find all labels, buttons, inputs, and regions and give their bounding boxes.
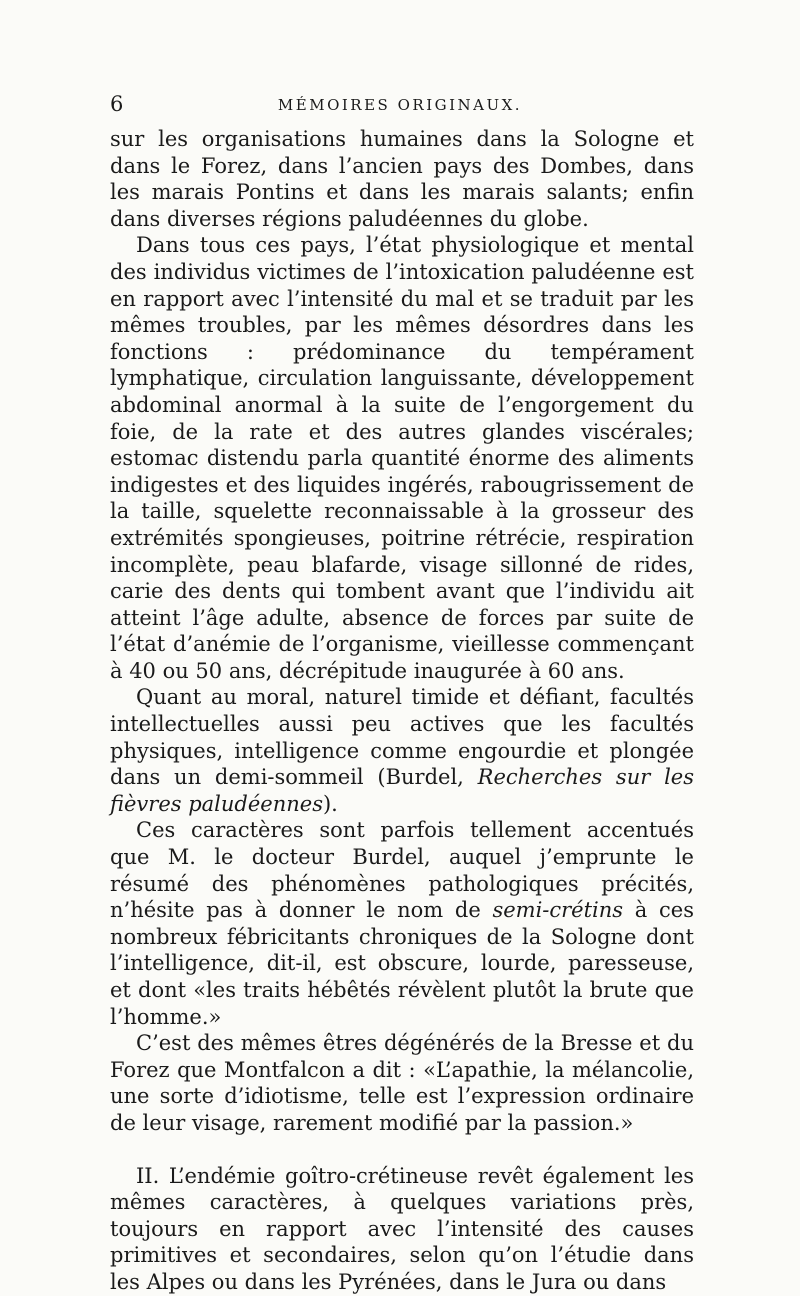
page-header (110, 92, 690, 122)
paragraph-4-part-b: à ces nombreux fébricitants chroniques de la Sologne dont l’intelligence, dit-il, est obscure, lourde, paresseuse, et dont «les traits hébêtés révèlent plutôt la brute que l’homme.» (110, 898, 694, 1029)
body-text (110, 126, 694, 1296)
citation-title: Recherches sur les fièvres paludéennes (110, 765, 694, 816)
running-title: MÉMOIRES ORIGINAUX. (277, 96, 523, 114)
section-gap (110, 1137, 694, 1163)
paragraph-6: II. L’endémie goîtro-crétineuse revêt également les mêmes caractères, à quelques variations près, toujours en rapport avec l’intensité des causes primitives et secondaires, selon qu’on l’étudie dans les Alpes ou dans les Pyrénées, dans le Jura ou dans (110, 1163, 694, 1294)
paragraph-5: C’est des mêmes êtres dégénérés de la Bresse et du Forez que Montfalcon a dit : «L’apathie, la mélancolie, une sorte d’idiotisme, telle est l’expression ordinaire de leur visage, rarement modifié par la passion.» (110, 1031, 694, 1135)
page-number: 6 (110, 92, 125, 116)
paragraph-3-end: ). (322, 791, 338, 816)
paragraph-3-text: Quant au moral, naturel timide et défiant, facultés intellectuelles aussi peu actives que les facultés physiques, intelligence comme engourdie et plongée dans un demi-sommeil (Burdel, (110, 685, 694, 790)
paragraph-2: Dans tous ces pays, l’état physiologique et mental des individus victimes de l’intoxication paludéenne est en rapport avec l’intensité du mal et se traduit par les mêmes troubles, par les mêmes désordres dans les fonctions : prédominance du tempérament lymphatique, circulation languissante, développement abdominal anormal à la suite de l’engorgement du foie, de la rate et des autres glandes viscérales; estomac distendu parla quantité énorme des aliments indigestes et des liquides ingérés, rabougrissement de la taille, squelette reconnaissable à la grosseur des extrémités spongieuses, poitrine rétrécie, respiration incomplète, peau blafarde, visage sillonné de rides, carie des dents qui tombent avant que l’individu ait atteint l’âge adulte, absence de forces par suite de l’état d’anémie de l’organisme, vieillesse commençant à 40 ou 50 ans, décrépitude inaugurée à 60 ans. (110, 233, 694, 683)
paragraph-3 (110, 684, 694, 817)
paragraph-1: sur les organisations humaines dans la Sologne et dans le Forez, dans l’ancien pays des Dombes, dans les marais Pontins et dans les marais salants; enfin dans diverses régions paludéennes du globe. (110, 127, 694, 231)
paragraph-4-part-a: Ces caractères sont parfois tellement accentués que M. le docteur Burdel, auquel j’emprunte le résumé des phénomènes pathologiques précités, n’hésite pas à donner le nom de (110, 818, 694, 923)
emphasis-term: semi-crétins (492, 898, 624, 923)
paragraph-4 (110, 817, 694, 1030)
